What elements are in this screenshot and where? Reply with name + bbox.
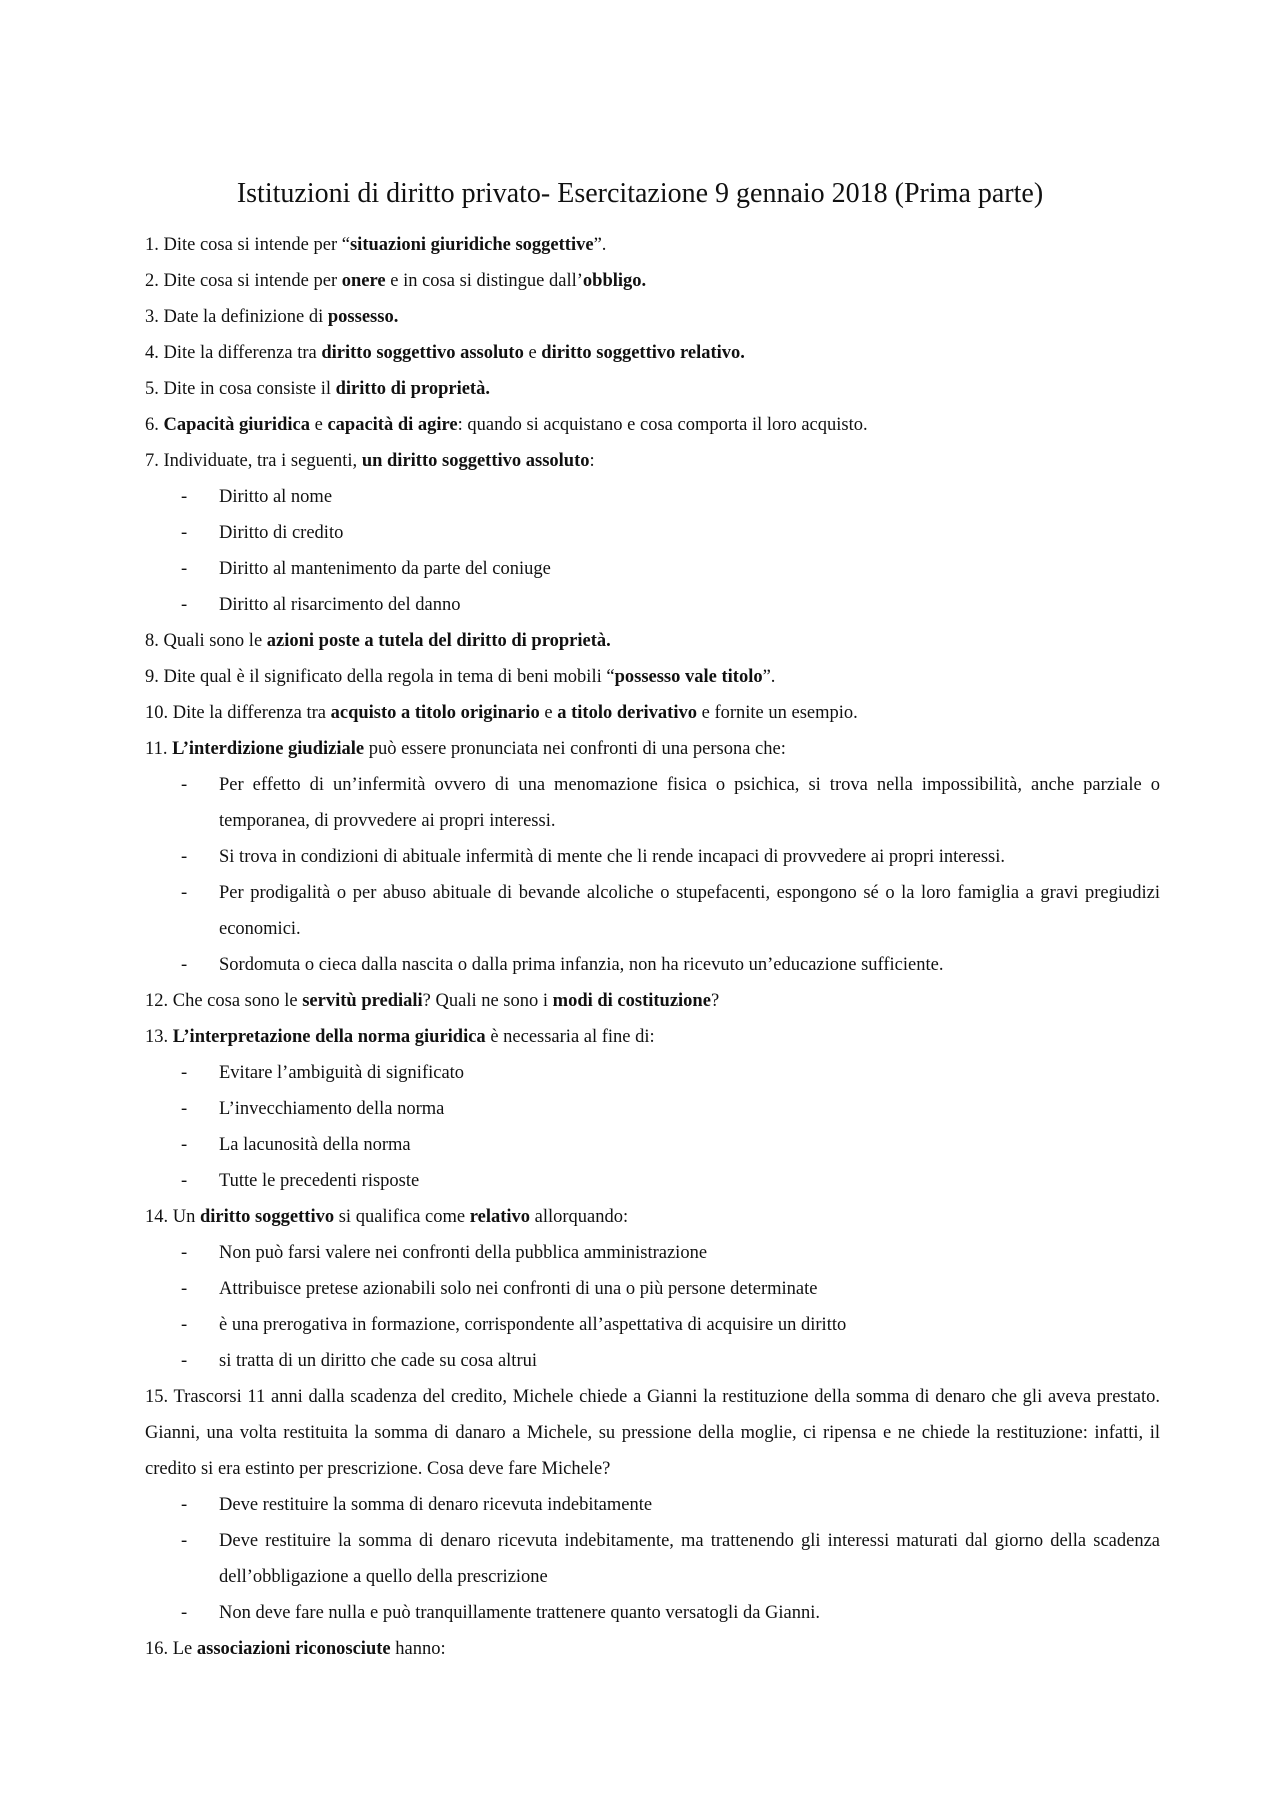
option-list xyxy=(145,767,1160,983)
option-text: Diritto al risarcimento del danno xyxy=(219,595,461,615)
question-7 xyxy=(145,443,1160,479)
question-bold-text: obbligo. xyxy=(582,271,647,291)
question-11 xyxy=(145,731,1160,767)
dash-bullet: - xyxy=(181,523,188,543)
question-text: ? xyxy=(710,991,720,1011)
question-text: ? Quali ne sono i xyxy=(422,991,553,1011)
option-text: L’invecchiamento della norma xyxy=(219,1099,445,1119)
option-item xyxy=(145,1487,1160,1523)
option-text: Per prodigalità o per abuso abituale di bevande alcoliche o stupefacenti, espongono sé o la loro famiglia a gravi pregiudizi economici. xyxy=(219,883,1160,939)
option-item xyxy=(145,1235,1160,1271)
option-item xyxy=(145,515,1160,551)
question-bold-text: a titolo derivativo xyxy=(557,703,697,723)
question-bold-text: diritto di proprietà. xyxy=(335,379,490,399)
option-item xyxy=(145,587,1160,623)
question-9 xyxy=(145,659,1160,695)
question-text: 9. Dite qual è il significato della regola in tema di beni mobili “ xyxy=(145,667,615,687)
dash-bullet: - xyxy=(181,1603,188,1623)
question-text: e xyxy=(309,415,328,435)
question-bold-text: L’interpretazione della norma giuridica xyxy=(172,1027,486,1047)
option-list xyxy=(145,1235,1160,1379)
question-text: e xyxy=(539,703,558,723)
option-item xyxy=(145,1523,1160,1595)
question-text: ”. xyxy=(593,235,607,255)
question-text: 4. Dite la differenza tra xyxy=(145,343,322,363)
dash-bullet: - xyxy=(181,883,188,903)
question-6 xyxy=(145,407,1160,443)
question-text: 8. Quali sono le xyxy=(145,631,267,651)
dash-bullet: - xyxy=(181,1351,188,1371)
question-text: 3. Date la definizione di xyxy=(145,307,328,327)
dash-bullet: - xyxy=(181,847,188,867)
question-text: allorquando: xyxy=(530,1207,629,1227)
dash-bullet: - xyxy=(181,1531,188,1551)
question-16 xyxy=(145,1631,1160,1667)
question-text: 14. Un xyxy=(145,1207,200,1227)
question-text: si qualifica come xyxy=(334,1207,470,1227)
question-text: ”. xyxy=(762,667,776,687)
option-text: Per effetto di un’infermità ovvero di una menomazione fisica o psichica, si trova nella impossibilità, anche parziale o temporanea, di provvedere ai propri interessi. xyxy=(219,775,1160,831)
option-text: Tutte le precedenti risposte xyxy=(219,1171,420,1191)
dash-bullet: - xyxy=(181,487,188,507)
option-text: Diritto al nome xyxy=(219,487,333,507)
question-8 xyxy=(145,623,1160,659)
question-bold-text: situazioni giuridiche soggettive xyxy=(349,235,594,255)
question-3 xyxy=(145,299,1160,335)
dash-bullet: - xyxy=(181,1063,188,1083)
option-list xyxy=(145,1055,1160,1199)
question-bold-text: onere xyxy=(341,271,386,291)
question-bold-text: possesso vale titolo xyxy=(614,667,763,687)
option-text: Sordomuta o cieca dalla nascita o dalla prima infanzia, non ha ricevuto un’educazione sufficiente. xyxy=(219,955,944,975)
question-text: 2. Dite cosa si intende per xyxy=(145,271,342,291)
question-bold-text: associazioni riconosciute xyxy=(196,1639,391,1659)
question-14 xyxy=(145,1199,1160,1235)
question-10 xyxy=(145,695,1160,731)
question-text: 16. Le xyxy=(145,1639,197,1659)
question-bold-text: Capacità giuridica xyxy=(163,415,310,435)
option-text: Non può farsi valere nei confronti della pubblica amministrazione xyxy=(219,1243,708,1263)
question-13 xyxy=(145,1019,1160,1055)
question-bold-text: un diritto soggettivo assoluto xyxy=(361,451,590,471)
question-bold-text: L’interdizione giudiziale xyxy=(172,739,365,759)
question-text: 12. Che cosa sono le xyxy=(145,991,303,1011)
question-bold-text: diritto soggettivo relativo. xyxy=(541,343,745,363)
dash-bullet: - xyxy=(181,775,188,795)
dash-bullet: - xyxy=(181,1135,188,1155)
option-text: si tratta di un diritto che cade su cosa altrui xyxy=(219,1351,537,1371)
option-item xyxy=(145,767,1160,839)
option-text: Diritto al mantenimento da parte del coniuge xyxy=(219,559,551,579)
option-text: Deve restituire la somma di denaro ricevuta indebitamente xyxy=(219,1495,653,1515)
option-item xyxy=(145,1163,1160,1199)
question-bold-text: relativo xyxy=(469,1207,531,1227)
dash-bullet: - xyxy=(181,1315,188,1335)
question-2 xyxy=(145,263,1160,299)
question-text: 5. Dite in cosa consiste il xyxy=(145,379,336,399)
dash-bullet: - xyxy=(181,1279,188,1299)
question-text: e xyxy=(523,343,542,363)
question-list xyxy=(145,227,1160,1667)
question-text: 6. xyxy=(145,415,164,435)
question-4 xyxy=(145,335,1160,371)
option-text: Attribuisce pretese azionabili solo nei confronti di una o più persone determinate xyxy=(219,1279,818,1299)
question-1 xyxy=(145,227,1160,263)
option-text: Non deve fare nulla e può tranquillamente trattenere quanto versatogli da Gianni. xyxy=(219,1603,821,1623)
question-bold-text: diritto soggettivo assoluto xyxy=(321,343,524,363)
question-12 xyxy=(145,983,1160,1019)
dash-bullet: - xyxy=(181,595,188,615)
question-bold-text: acquisto a titolo originario xyxy=(330,703,540,723)
option-text: Si trova in condizioni di abituale infermità di mente che li rende incapaci di provvedere ai propri interessi. xyxy=(219,847,1005,867)
option-item xyxy=(145,1343,1160,1379)
option-item xyxy=(145,839,1160,875)
question-bold-text: modi di costituzione xyxy=(552,991,711,1011)
question-15 xyxy=(145,1379,1160,1487)
option-item xyxy=(145,479,1160,515)
question-text: : quando si acquistano e cosa comporta il loro acquisto. xyxy=(457,415,868,435)
question-text: 10. Dite la differenza tra xyxy=(145,703,331,723)
question-text: hanno: xyxy=(390,1639,446,1659)
question-text: è necessaria al fine di: xyxy=(485,1027,655,1047)
option-list xyxy=(145,1487,1160,1631)
page-title: Istituzioni di diritto privato- Esercitazione 9 gennaio 2018 (Prima parte) xyxy=(236,178,1044,209)
option-item xyxy=(145,551,1160,587)
dash-bullet: - xyxy=(181,1495,188,1515)
question-text: 7. Individuate, tra i seguenti, xyxy=(145,451,362,471)
option-text: La lacunosità della norma xyxy=(219,1135,411,1155)
question-text: può essere pronunciata nei confronti di una persona che: xyxy=(364,739,786,759)
question-bold-text: azioni poste a tutela del diritto di proprietà. xyxy=(266,631,611,651)
option-item xyxy=(145,1595,1160,1631)
option-item xyxy=(145,1091,1160,1127)
question-text: e fornite un esempio. xyxy=(697,703,858,723)
question-text: 15. Trascorsi 11 anni dalla scadenza del credito, Michele chiede a Gianni la restituzione della somma di denaro che gli aveva prestato. Gianni, una volta restituita la somma di danaro a Michele, su pressione della moglie, ci ripensa e ne chiede la restituzione: infatti, il credito si era estinto per prescrizione. Cosa deve fare Michele? xyxy=(145,1387,1160,1479)
dash-bullet: - xyxy=(181,559,188,579)
option-text: è una prerogativa in formazione, corrispondente all’aspettativa di acquisire un diritto xyxy=(219,1315,847,1335)
question-text: : xyxy=(589,451,595,471)
option-text: Deve restituire la somma di denaro ricevuta indebitamente, ma trattenendo gli interessi maturati dal giorno della scadenza dell’obbligazione a quello della prescrizione xyxy=(219,1531,1160,1587)
question-bold-text: servitù prediali xyxy=(302,991,423,1011)
option-item xyxy=(145,1307,1160,1343)
option-list xyxy=(145,479,1160,623)
question-text: 1. Dite cosa si intende per “ xyxy=(145,235,350,255)
question-bold-text: diritto soggettivo xyxy=(200,1207,335,1227)
dash-bullet: - xyxy=(181,1099,188,1119)
question-bold-text: possesso. xyxy=(327,307,399,327)
option-text: Diritto di credito xyxy=(219,523,344,543)
question-bold-text: capacità di agire xyxy=(327,415,458,435)
option-item xyxy=(145,947,1160,983)
question-text: e in cosa si distingue dall’ xyxy=(385,271,583,291)
dash-bullet: - xyxy=(181,1243,188,1263)
dash-bullet: - xyxy=(181,1171,188,1191)
question-text: 11. xyxy=(145,739,173,759)
question-5 xyxy=(145,371,1160,407)
dash-bullet: - xyxy=(181,955,188,975)
option-item xyxy=(145,1055,1160,1091)
option-item xyxy=(145,1127,1160,1163)
question-text: 13. xyxy=(145,1027,173,1047)
option-item xyxy=(145,1271,1160,1307)
option-text: Evitare l’ambiguità di significato xyxy=(219,1063,465,1083)
option-item xyxy=(145,875,1160,947)
